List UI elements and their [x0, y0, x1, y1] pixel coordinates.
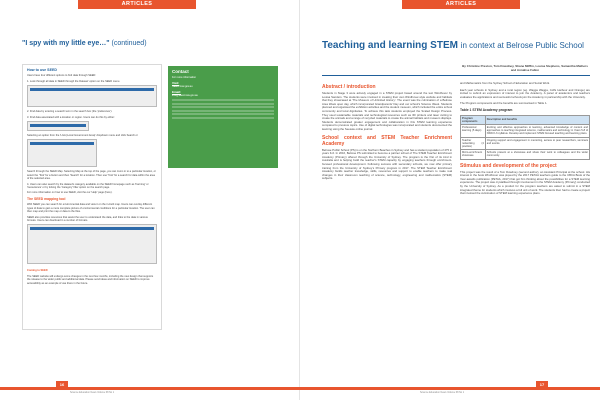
col2-para-2: Each year schools in Sydney and a rural region (eg. Wagga Wagga, Coffs Harbour and Orange) are invited to submit an expression of interest to join the Academy. A panel of academics and teachers evaluates the applications and successful schools join the Academy in partnership with the University.: [460, 87, 590, 99]
col2-para-3: The Program components and the benefits are summarised in Table 1.: [460, 101, 548, 106]
section-tab-right: ARTICLES: [402, 0, 520, 9]
page-number-left: 16: [56, 381, 68, 388]
table-cell: Micro-enrichment showcase: [461, 150, 486, 159]
table-cell: Professional learning (5 days): [461, 124, 486, 137]
screenshot-seed-map: [27, 139, 97, 167]
school-context-paragraph: Belrose Public School (PS) is on the Northern Beaches in Sydney and has a student population of 475 in years K-6. In 2016, Belrose PS submitted to become a partner school of The STEM Teacher Enrichment Academy (Primary) offered through the University of Sydney. The program is the first of its kind in Australia and is helping build the teacher's STEM capacity by engaging teachers through enrichment-focused professional development. Following success with secondary schools, we now offer primary training from the University of Sydney's Primary program in 2017. The STEM Teacher Enrichment Academy builds teacher knowledge, skills, resources and support to enable teachers to make real changes in their classroom teaching of science, technology, engineering and mathematics (STEM) subjects.: [322, 147, 452, 181]
col2-para-1: and Mathematics from the Sydney School of Education and Social Work.: [460, 81, 550, 85]
howto-step-1: 1. Look through all data in SEED through the Dataset' option on the SEED menu.: [27, 79, 121, 83]
right-article-title: [322, 40, 584, 51]
contact-fine-print: [172, 113, 274, 115]
mapping-tool-heading: The SEED mapping tool: [27, 196, 66, 201]
abstract-paragraph: Students in Stage 3 were actively engaged in a STEM project based around the text Windhover by Louisa Sanders. The students were involved in creating their own Windhover-style website and habitats that they showcased at 'The Museum of Unlimited History'. The event was the culmination of a Belrose Area Week open day, which incorporated Grandparents' Day and our school's Science Week. Students planned and organised the exhibition activities and the student museum, which included the entire school community and local dignitaries. To achieve this task students employed the Scaled Design Process. They used sustainable materials and technological resources such as 3D printers and laser cutting to create the animals and a range of recycled materials to create the animal habitats and museum displays. Students demonstrated greater engagement and collaboration in this STEM learning experience compared to previous topics. Use of digital technologies was incorporated and students documented the learning using the Seesaw online journal.: [322, 91, 452, 131]
left-title-continued: (continued): [111, 40, 147, 47]
contact-box: [168, 66, 278, 168]
howto-step-3b: Selecting an option from the 'LGA (Local Government Area)' dropdown menu and click Search or: [27, 134, 138, 138]
coming-to-seed-heading: Coming to SEED: [27, 269, 48, 273]
contact-intro: For more information: [172, 76, 197, 80]
screenshot-lga-dropdown: [27, 121, 89, 131]
contact-fine-print: [172, 99, 274, 101]
table-header-row: [461, 115, 590, 124]
footer-strip-right: [300, 387, 600, 390]
contact-visit-label: Visit:: [172, 80, 180, 85]
right-title-main: Teaching and learning STEM: [322, 40, 458, 51]
mapping-tool-para-2: SEED also provides resources that assist the user to understand the data, and links to the data in various formats. Users can download in a number of formats.: [27, 215, 148, 222]
contact-email-label: Email:: [172, 89, 182, 94]
table-cell: Ongoing support and engagement in mentoring, access to peer researchers, seminars and events.: [485, 137, 589, 150]
contact-fine-print: [172, 117, 274, 119]
howto-step-3c: Search through the SEED Map. Selecting Map at the top of the page, you can zoom in to a particular location, or select the 'Tool' for a button and then 'Search' for a location. Then use 'Tool' for a search for data within the area of the selected area.: [27, 170, 156, 181]
stimulus-heading: Stimulus and development of the project: [460, 162, 557, 169]
table-row: [461, 150, 590, 159]
abstract-heading: Abstract / introduction: [322, 84, 376, 90]
contact-fine-print: [172, 103, 274, 105]
howto-step-3: 3. Find data associated with a location or region. Users can do this by either:: [27, 115, 115, 119]
table-cell: Schools present at a showcase and share their work to colleagues and the wider community.: [486, 151, 588, 158]
howto-more-info: For more information on how to use SEED, visit the our 'Help' page (here).: [27, 191, 113, 195]
stem-academy-table: [460, 115, 590, 160]
table-title: Table 1 STEM Academy program: [460, 107, 513, 112]
howto-step-2: 2. Find data by entering a search term in the search box (the 'preference').: [27, 110, 113, 114]
table-row: [461, 124, 590, 137]
left-title-quote: "I spy with my little eye…": [22, 40, 110, 47]
footer-text-right: Science Education News Volume 68 No 1: [420, 391, 465, 394]
section-tab-left: ARTICLES: [78, 0, 196, 9]
mapping-tool-para-1: With SEED you can search for environmental data and view it on the in-built map. Users can overlay different types of data to gain a more complete picture of environmental conditions for a particular location. The user can then map and print the map or data to the files.: [27, 203, 155, 214]
title-rule: [322, 75, 590, 76]
contact-visit-link[interactable]: SEED.nsw.gov.au: [172, 85, 193, 89]
contact-fine-print: [172, 106, 274, 108]
screenshot-dataset-menu: [27, 85, 157, 107]
school-context-heading: School context and STEM Teacher Enrichment Academy: [322, 134, 452, 147]
right-title-context: in context at Belrose Public School: [460, 41, 584, 50]
howto-intro: Users have four different options to find data through SEED:: [27, 74, 97, 78]
page-number-right: 17: [536, 381, 548, 388]
byline: By Christine Preston, Tom Dowdney, Shane Mifflin, Louisa Stephens, Samantha Mathers and Annalise Fallon: [462, 64, 588, 72]
column-1: [322, 82, 452, 184]
stimulus-paragraph: This project was the result of a Tom Dowdney (second author), an Assistant Principal at the school. His interest in the book Windhover was piqued by the 2017 PETAA teachers guide to the CBCA Book of the Year awards publication (PETAA, 2017) that got him thinking about the possibilities for a STEM learning experience. The project was crystallised through involvement in the STEM Academy (Primary) conducted by the University of Sydney. As a product for the program teachers are asked to submit in a STEM integrated theme for students which involves a full unit of work. The students then had to create a project that involved the culmination of STEM learning experience plans.: [460, 169, 590, 196]
footer-strip-left: [0, 387, 300, 390]
table-cell: Exciting and effective approaches to learning, advanced knowledge of content and approaches to teaching integrated science, mathematics and technology in Years 5-8 of NSW K-6 syllabus. Develop and implement STEM focused teaching and learning plans.: [486, 125, 588, 136]
contact-fine-print: [172, 110, 274, 112]
table-header-cell: Program components: [461, 115, 486, 124]
contact-email-link[interactable]: info@seed.nsw.gov.au: [172, 94, 198, 98]
right-page: [300, 0, 600, 400]
how-to-use-seed-box: [22, 64, 162, 330]
table-row: [461, 137, 590, 150]
howto-heading: How to use SEED: [27, 68, 57, 72]
left-article-title: [22, 40, 147, 47]
contact-heading: Contact: [172, 69, 189, 74]
howto-step-4: 4. Users can also search by the dataset's category available on the SEED homepage such as 'Farming' or 'Geoscience' or by ticking the 'Category' filter option on the search page.: [27, 182, 149, 190]
footer-text-left: Science Education News Volume 68 No 1: [70, 391, 115, 394]
table-cell: Teacher networking (4 practice): [462, 138, 484, 148]
column-2: [460, 82, 590, 199]
table-header-cell: Description and benefits: [485, 115, 589, 124]
screenshot-map-view: [27, 224, 157, 264]
coming-to-seed-para: The SEED website will undergo some changes in the next few months, including the new design that supports the release to the wider public and additional data. Please send ideas and information on SEED to improve accessibility as an example of use there in the future.: [27, 274, 154, 285]
